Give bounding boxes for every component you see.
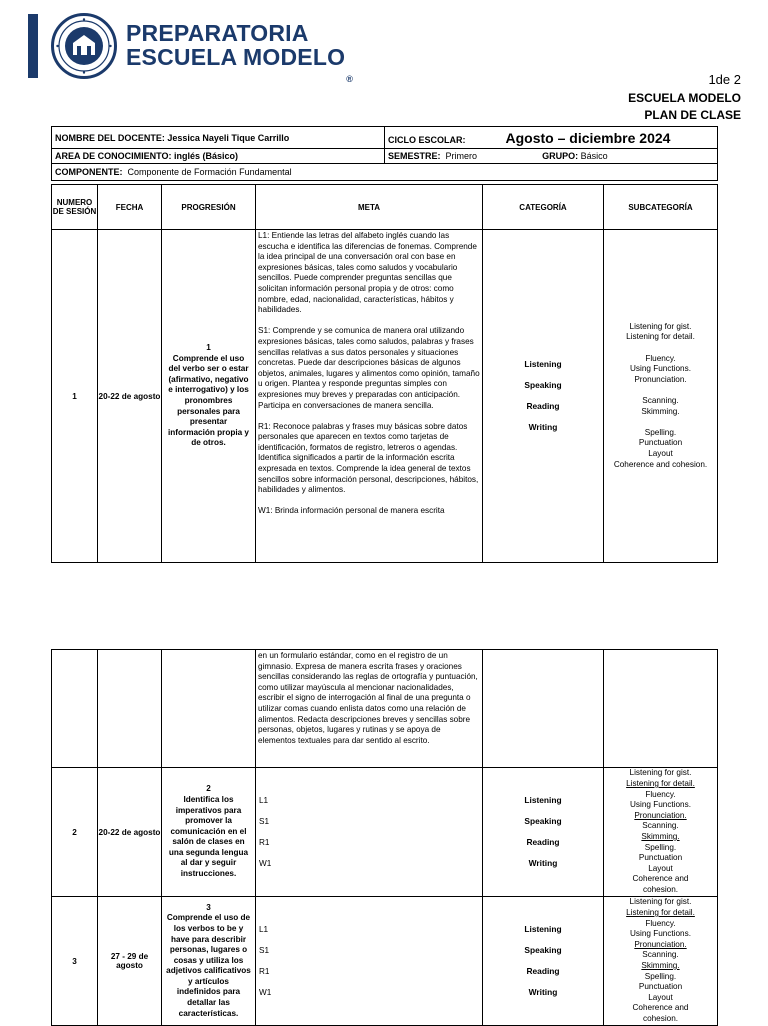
- subcategory-item: Punctuation: [638, 982, 683, 992]
- subcategory-item: Pronunciation.: [634, 939, 687, 949]
- progression-cell: [162, 897, 256, 1026]
- category-listening: Listening: [524, 359, 562, 369]
- col-subcategoria: SUBCATEGORÍA: [604, 185, 718, 230]
- document-title: PLAN DE CLASE: [644, 108, 741, 122]
- subcategory-cell: [604, 230, 718, 563]
- category-speaking: Speaking: [524, 380, 562, 390]
- subcategory-item: Coherence and cohesion.: [613, 459, 708, 469]
- empty-cell: [98, 650, 162, 768]
- subcategory-item: Layout: [648, 448, 673, 458]
- category-writing: Writing: [528, 858, 558, 868]
- subcategory-item: Scanning.: [642, 396, 679, 405]
- subcategory-item: Spelling.: [644, 427, 677, 437]
- progression-number: 2: [206, 784, 211, 794]
- subcategory-item: Using Functions.: [630, 364, 691, 374]
- table-row: [52, 230, 718, 563]
- empty-cell: [483, 650, 604, 768]
- subcategory-item: [604, 343, 717, 354]
- lesson-plan-table: [51, 184, 718, 563]
- subcategory-item: Using Functions.: [630, 929, 691, 939]
- meta-continuation: en un formulario estándar, como en el registro de un gimnasio. Expresa de manera escrita frases y oraciones sencillas considerando las reglas de ortografía y puntuación, como utilizar mayúscula al mencionar nacionalidades, escribir el signo de interrogación al final de una pregunta o utilizar comas cuando enlista datos como una relación de alimentos. Redacta descripciones breves y sencillas sobre personas, objetos, lugares y rutinas y se apoya de elementos textuales para dar sentido al escrito.: [256, 650, 483, 768]
- col-sesion: NUMERO DE SESIÓN: [52, 185, 98, 230]
- logo-bar: [28, 14, 38, 78]
- meta-codes: [256, 768, 483, 897]
- componente-cell: COMPONENTE: Componente de Formación Fundamental: [52, 164, 718, 181]
- subcategory-item: Fluency.: [645, 918, 676, 928]
- subcategory-item: Listening for gist.: [629, 768, 692, 778]
- progression-cell: [162, 230, 256, 563]
- session-date: 20-22 de agosto: [98, 230, 162, 563]
- category-cell: [483, 897, 604, 1026]
- table-row: [52, 650, 718, 768]
- info-table: [51, 126, 718, 181]
- session-date: 27 - 29 de agosto: [98, 897, 162, 1026]
- session-date: 20-22 de agosto: [98, 768, 162, 897]
- docente-cell: NOMBRE DEL DOCENTE: Jessica Nayeli Tique Carrillo: [52, 127, 385, 149]
- meta-cell: [256, 230, 483, 563]
- subcategory-item: Pronunciation.: [634, 810, 687, 820]
- subcategory-item: Layout: [648, 863, 673, 873]
- area-cell: AREA DE CONOCIMIENTO: inglés (Básico): [52, 149, 385, 164]
- semestre-cell: SEMESTRE: Primero GRUPO: Básico: [385, 149, 718, 164]
- session-number: 3: [52, 897, 98, 1026]
- subcategory-item: cohesion.: [642, 884, 679, 894]
- category-reading: Reading: [526, 837, 560, 847]
- subcategory-item: Pronunciation.: [634, 374, 687, 384]
- subcategory-item: Fluency.: [645, 789, 676, 799]
- ciclo-cell: CICLO ESCOLAR: Agosto – diciembre 2024: [385, 127, 718, 149]
- col-categoria: CATEGORÍA: [483, 185, 604, 230]
- subcategory-item: Listening for gist.: [629, 897, 692, 907]
- col-progresion: PROGRESIÓN: [162, 185, 256, 230]
- subcategory-item: Listening for gist.: [629, 321, 692, 331]
- school-name: ESCUELA MODELO: [628, 91, 741, 105]
- code-s1: S1: [259, 817, 270, 826]
- subcategory-item: Skimming.: [641, 961, 680, 970]
- category-speaking: Speaking: [524, 945, 562, 955]
- category-cell: [483, 230, 604, 563]
- category-reading: Reading: [526, 966, 560, 976]
- progression-number: 1: [206, 343, 211, 353]
- subcategory-item: Fluency.: [645, 353, 676, 363]
- category-cell: [483, 768, 604, 897]
- table-row: [52, 897, 718, 1026]
- empty-cell: [162, 650, 256, 768]
- brand-line-1: PREPARATORIA: [126, 20, 309, 46]
- subcategory-item: Listening for detail.: [626, 332, 695, 342]
- subcategory-cell: [604, 897, 718, 1026]
- brand-name: [126, 20, 354, 84]
- subcategory-item: Skimming.: [641, 406, 680, 416]
- table-row: [52, 768, 718, 897]
- category-speaking: Speaking: [524, 816, 562, 826]
- subcategory-item: Scanning.: [642, 821, 679, 831]
- subcategory-item: [604, 417, 717, 428]
- category-writing: Writing: [528, 422, 558, 432]
- category-reading: Reading: [526, 401, 560, 411]
- subcategory-item: Punctuation: [638, 438, 683, 448]
- code-l1: L1: [259, 925, 269, 934]
- code-l1: L1: [259, 796, 269, 805]
- meta-codes: [256, 897, 483, 1026]
- page-number: 1de 2: [708, 72, 741, 87]
- subcategory-item: Spelling.: [644, 842, 677, 852]
- code-r1: R1: [259, 967, 270, 976]
- category-listening: Listening: [524, 795, 562, 805]
- lesson-plan-table-continued: [51, 649, 718, 1026]
- progression-cell: [162, 768, 256, 897]
- subcategory-item: Spelling.: [644, 971, 677, 981]
- subcategory-item: Scanning.: [642, 950, 679, 960]
- meta-r1: R1: Reconoce palabras y frases muy básicas sobre datos personales que aparecen en textos como tarjetas de identificación, formatos de registro, letreros o agendas. Identifica significados a partir de la información escrita expresada en textos. Comprende la idea general de textos sencillos sobre información personal, descripciones, hábitos, habilidades y alimentos.: [258, 421, 479, 495]
- category-listening: Listening: [524, 924, 562, 934]
- subcategory-item: Coherence and: [632, 874, 689, 884]
- empty-cell: [604, 650, 718, 768]
- code-s1: S1: [259, 946, 270, 955]
- meta-l1: L1: Entiende las letras del alfabeto inglés cuando las escucha e identifica las diferencias de fonemas. Comprende la idea principal de una conversación oral con base en expresiones básicas, tales como saludos y vocabulario sencillos. Puede comprender preguntas sencillas que solicitan información personal propia y de otros: como nombre, edad, nacionalidad, características, hábitos y habilidades.: [258, 231, 477, 315]
- subcategory-item: Listening for detail.: [626, 908, 695, 918]
- subcategory-item: Using Functions.: [630, 800, 691, 810]
- code-w1: W1: [259, 859, 272, 868]
- code-r1: R1: [259, 838, 270, 847]
- table-header-row: [52, 185, 718, 230]
- brand-line-2: ESCUELA MODELO®: [126, 44, 354, 84]
- progression-text: Identifica los imperativos para promover la comunicación en el salón de clases en una segunda lengua al dar y seguir instrucciones.: [168, 794, 249, 879]
- empty-cell: [52, 650, 98, 768]
- col-fecha: FECHA: [98, 185, 162, 230]
- session-number: 2: [52, 768, 98, 897]
- subcategory-item: Listening for detail.: [626, 779, 695, 789]
- col-meta: META: [256, 185, 483, 230]
- document-header: [628, 90, 741, 124]
- code-w1: W1: [259, 988, 272, 997]
- subcategory-item: [604, 385, 717, 396]
- subcategory-cell: [604, 768, 718, 897]
- progression-text: Comprende el uso de los verbos to be y have para describir personas, lugares o cosas y utiliza los adjetivos calificativos y artículos indefinidos para detallar las características.: [166, 913, 251, 1018]
- subcategory-item: cohesion.: [642, 1013, 679, 1023]
- subcategory-item: Skimming.: [641, 832, 680, 841]
- session-number: 1: [52, 230, 98, 563]
- subcategory-item: Punctuation: [638, 853, 683, 863]
- progression-text: Comprende el uso del verbo ser o estar (afirmativo, negativo e interrogativo) y los pronombres personales para presentar información propia y de otros.: [168, 353, 249, 448]
- meta-s1: S1: Comprende y se comunica de manera oral utilizando expresiones básicas, tales como saludos, palabras y frases sencillas relativas a sus datos personales y situaciones concretas. Puede dar descripciones básicas de algunos objetos, animales, lugares y alimentos como opinión, tamaño u origen. Plantea y responde preguntas simples con expresiones muy breves y preparadas con anticipación. Participa en conversaciones de manera sencilla.: [258, 326, 480, 410]
- school-seal-icon: [51, 13, 117, 79]
- subcategory-item: Coherence and: [632, 1003, 689, 1013]
- progression-number: 3: [206, 902, 211, 912]
- category-writing: Writing: [528, 987, 558, 997]
- subcategory-item: Layout: [648, 992, 673, 1002]
- meta-w1: W1: Brinda información personal de manera escrita: [258, 506, 445, 516]
